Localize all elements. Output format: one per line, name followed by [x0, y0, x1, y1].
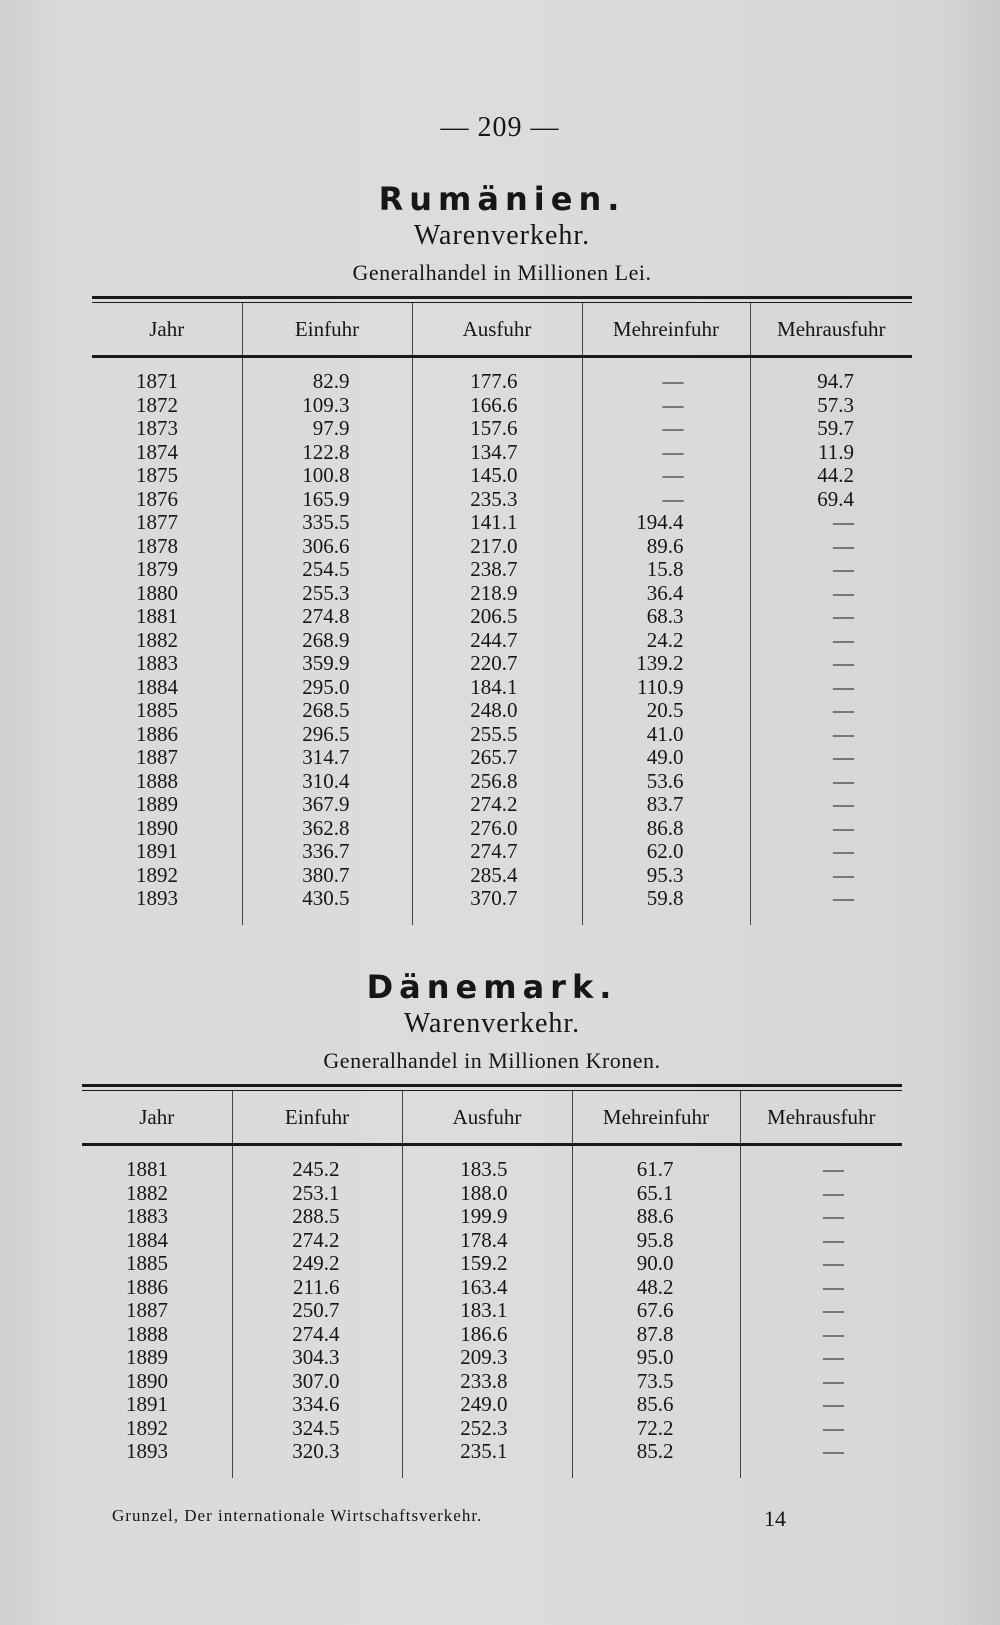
cell-mehreinfuhr: —: [582, 417, 750, 441]
cell-ausfuhr: 206.5: [412, 605, 582, 629]
cell-mehreinfuhr: 41.0: [582, 723, 750, 747]
cell-einfuhr: 367.9: [242, 793, 412, 817]
cell-year: 1886: [126, 1274, 168, 1299]
cell-year: 1887: [136, 745, 178, 769]
table-header-row: [82, 1091, 902, 1145]
cell-einfuhr: 274.2: [232, 1229, 402, 1253]
cell-mehreinfuhr: 90.0: [572, 1252, 740, 1276]
cell-ausfuhr: 276.0: [412, 817, 582, 841]
cell-mehrausfuhr: 59.7: [750, 417, 912, 441]
cell-ausfuhr: 178.4: [402, 1229, 572, 1253]
cell-mehrausfuhr: —: [750, 605, 912, 629]
cell-ausfuhr: 244.7: [412, 629, 582, 653]
cell-mehreinfuhr: 68.3: [582, 605, 750, 629]
cell-year: 1884: [136, 674, 178, 699]
cell-ausfuhr: 209.3: [402, 1346, 572, 1370]
section-daenemark: [82, 968, 902, 1478]
cell-mehreinfuhr: 61.7: [572, 1145, 740, 1182]
cell-mehrausfuhr: —: [750, 699, 912, 723]
cell-year: 1875: [136, 463, 178, 487]
cell-mehreinfuhr: 65.1: [572, 1182, 740, 1206]
cell-ausfuhr: 134.7: [412, 441, 582, 465]
table-row: [82, 1370, 902, 1394]
cell-mehrausfuhr: —: [750, 887, 912, 925]
cell-mehrausfuhr: —: [740, 1299, 902, 1323]
cell-mehrausfuhr: —: [750, 652, 912, 676]
cell-ausfuhr: 255.5: [412, 723, 582, 747]
cell-year: 1876: [136, 486, 178, 511]
cell-year: 1891: [126, 1392, 168, 1416]
cell-mehreinfuhr: 53.6: [582, 770, 750, 794]
table-row: [92, 605, 912, 629]
cell-mehreinfuhr: 83.7: [582, 793, 750, 817]
cell-einfuhr: 274.8: [242, 605, 412, 629]
table-row: [82, 1393, 902, 1417]
table-row: [92, 887, 912, 925]
cell-einfuhr: 362.8: [242, 817, 412, 841]
section-rumaenien: [92, 180, 912, 925]
table-row: [82, 1205, 902, 1229]
cell-year: 1886: [136, 721, 178, 746]
cell-mehrausfuhr: —: [750, 840, 912, 864]
cell-mehrausfuhr: 94.7: [750, 357, 912, 394]
cell-year: 1892: [136, 862, 178, 887]
cell-ausfuhr: 235.3: [412, 488, 582, 512]
cell-year: 1888: [136, 768, 178, 793]
table-row: [92, 417, 912, 441]
cell-mehrausfuhr: —: [750, 582, 912, 606]
table-row: [82, 1346, 902, 1370]
cell-mehreinfuhr: 73.5: [572, 1370, 740, 1394]
cell-mehrausfuhr: 44.2: [750, 464, 912, 488]
section-subtitle: Warenverkehr.: [413, 220, 591, 251]
cell-year: 1891: [136, 839, 178, 863]
cell-mehrausfuhr: 69.4: [750, 488, 912, 512]
section-caption: Generalhandel in Millionen Kronen.: [323, 1048, 661, 1073]
cell-ausfuhr: 166.6: [412, 394, 582, 418]
cell-einfuhr: 82.9: [242, 357, 412, 394]
section-caption: Generalhandel in Millionen Lei.: [352, 260, 652, 285]
table-row: [82, 1440, 902, 1478]
cell-year: 1872: [136, 392, 178, 417]
table-row: [82, 1252, 902, 1276]
cell-einfuhr: 295.0: [242, 676, 412, 700]
cell-mehreinfuhr: 48.2: [572, 1276, 740, 1300]
cell-mehrausfuhr: —: [750, 746, 912, 770]
cell-ausfuhr: 235.1: [402, 1440, 572, 1478]
table-row: [82, 1323, 902, 1347]
cell-ausfuhr: 370.7: [412, 887, 582, 925]
cell-year: 1873: [136, 416, 178, 440]
cell-ausfuhr: 274.2: [412, 793, 582, 817]
cell-mehrausfuhr: —: [750, 793, 912, 817]
table-row: [92, 723, 912, 747]
cell-ausfuhr: 188.0: [402, 1182, 572, 1206]
header-jahr: Jahr: [92, 303, 242, 357]
cell-einfuhr: 314.7: [242, 746, 412, 770]
cell-mehrausfuhr: —: [750, 558, 912, 582]
table-row: [92, 535, 912, 559]
footer-source: Grunzel, Der internationale Wirtschaftsverkehr.: [112, 1506, 483, 1525]
cell-mehrausfuhr: —: [740, 1182, 902, 1206]
cell-mehrausfuhr: —: [740, 1323, 902, 1347]
cell-mehreinfuhr: 72.2: [572, 1417, 740, 1441]
cell-einfuhr: 250.7: [232, 1299, 402, 1323]
cell-einfuhr: 109.3: [242, 394, 412, 418]
table-row: [92, 793, 912, 817]
table-row: [92, 394, 912, 418]
section-title: Rumänien.: [378, 180, 626, 218]
cell-einfuhr: 268.5: [242, 699, 412, 723]
cell-year: 1879: [136, 557, 178, 581]
cell-mehrausfuhr: 57.3: [750, 394, 912, 418]
table-row: [92, 441, 912, 465]
cell-mehrausfuhr: —: [750, 676, 912, 700]
cell-ausfuhr: 249.0: [402, 1393, 572, 1417]
table-row: [92, 582, 912, 606]
table-row: [82, 1417, 902, 1441]
cell-einfuhr: 430.5: [242, 887, 412, 925]
cell-einfuhr: 249.2: [232, 1252, 402, 1276]
table-row: [92, 746, 912, 770]
table-row: [82, 1229, 902, 1253]
cell-year: 1883: [136, 651, 178, 675]
cell-ausfuhr: 238.7: [412, 558, 582, 582]
cell-year: 1882: [136, 627, 178, 652]
table-row: [92, 464, 912, 488]
cell-mehrausfuhr: —: [740, 1393, 902, 1417]
cell-year: 1883: [126, 1204, 168, 1228]
cell-einfuhr: 336.7: [242, 840, 412, 864]
header-ausfuhr: Ausfuhr: [412, 303, 582, 357]
cell-ausfuhr: 265.7: [412, 746, 582, 770]
cell-mehrausfuhr: —: [750, 535, 912, 559]
cell-year: 1893: [126, 1439, 168, 1463]
cell-mehreinfuhr: 36.4: [582, 582, 750, 606]
cell-year: 1881: [136, 604, 178, 628]
cell-einfuhr: 335.5: [242, 511, 412, 535]
cell-mehrausfuhr: —: [740, 1252, 902, 1276]
cell-mehrausfuhr: —: [740, 1229, 902, 1253]
cell-mehreinfuhr: 20.5: [582, 699, 750, 723]
table-body: [92, 357, 912, 925]
cell-year: 1893: [136, 886, 178, 910]
cell-year: 1877: [136, 510, 178, 534]
cell-mehreinfuhr: 24.2: [582, 629, 750, 653]
header-mehreinfuhr: Mehreinfuhr: [572, 1091, 740, 1145]
cell-einfuhr: 288.5: [232, 1205, 402, 1229]
section-title: Dänemark.: [366, 968, 618, 1006]
table-row: [92, 652, 912, 676]
table-body: [82, 1145, 902, 1478]
cell-mehreinfuhr: 59.8: [582, 887, 750, 925]
cell-mehreinfuhr: —: [582, 464, 750, 488]
cell-mehrausfuhr: —: [750, 511, 912, 535]
table-row: [92, 558, 912, 582]
header-mehrausfuhr: Mehrausfuhr: [740, 1091, 902, 1145]
cell-einfuhr: 245.2: [232, 1145, 402, 1182]
table-row: [82, 1145, 902, 1182]
cell-mehrausfuhr: —: [740, 1417, 902, 1441]
cell-year: 1874: [136, 439, 178, 464]
cell-mehrausfuhr: —: [740, 1370, 902, 1394]
cell-ausfuhr: 183.1: [402, 1299, 572, 1323]
trade-table: [92, 303, 912, 925]
cell-ausfuhr: 252.3: [402, 1417, 572, 1441]
header-mehreinfuhr: Mehreinfuhr: [582, 303, 750, 357]
cell-mehreinfuhr: 110.9: [582, 676, 750, 700]
cell-mehrausfuhr: —: [750, 723, 912, 747]
cell-ausfuhr: 141.1: [412, 511, 582, 535]
table-row: [92, 770, 912, 794]
table-row: [92, 511, 912, 535]
cell-year: 1884: [126, 1227, 168, 1252]
cell-einfuhr: 255.3: [242, 582, 412, 606]
cell-year: 1889: [136, 792, 178, 816]
cell-mehrausfuhr: —: [740, 1346, 902, 1370]
cell-ausfuhr: 159.2: [402, 1252, 572, 1276]
table-row: [92, 699, 912, 723]
cell-mehrausfuhr: —: [740, 1276, 902, 1300]
page-number: — 209 —: [440, 112, 560, 143]
cell-ausfuhr: 220.7: [412, 652, 582, 676]
cell-einfuhr: 380.7: [242, 864, 412, 888]
cell-mehrausfuhr: —: [740, 1205, 902, 1229]
cell-year: 1890: [136, 815, 178, 840]
cell-einfuhr: 359.9: [242, 652, 412, 676]
header-ausfuhr: Ausfuhr: [402, 1091, 572, 1145]
cell-mehreinfuhr: —: [582, 441, 750, 465]
double-rule: [92, 296, 912, 303]
cell-mehrausfuhr: —: [740, 1145, 902, 1182]
table-row: [82, 1299, 902, 1323]
cell-year: 1881: [126, 1157, 168, 1181]
cell-einfuhr: 304.3: [232, 1346, 402, 1370]
cell-einfuhr: 268.9: [242, 629, 412, 653]
table-row: [92, 676, 912, 700]
cell-mehreinfuhr: 95.0: [572, 1346, 740, 1370]
cell-mehreinfuhr: 67.6: [572, 1299, 740, 1323]
cell-year: 1892: [126, 1415, 168, 1440]
cell-mehreinfuhr: 85.6: [572, 1393, 740, 1417]
cell-mehreinfuhr: —: [582, 394, 750, 418]
cell-year: 1888: [126, 1321, 168, 1346]
cell-einfuhr: 306.6: [242, 535, 412, 559]
cell-einfuhr: 97.9: [242, 417, 412, 441]
cell-einfuhr: 320.3: [232, 1440, 402, 1478]
cell-einfuhr: 122.8: [242, 441, 412, 465]
cell-year: 1882: [126, 1180, 168, 1205]
cell-year: 1885: [136, 698, 178, 722]
cell-ausfuhr: 274.7: [412, 840, 582, 864]
cell-einfuhr: 296.5: [242, 723, 412, 747]
cell-einfuhr: 307.0: [232, 1370, 402, 1394]
cell-year: 1871: [136, 369, 178, 393]
table-row: [82, 1276, 902, 1300]
cell-ausfuhr: 256.8: [412, 770, 582, 794]
cell-mehreinfuhr: 15.8: [582, 558, 750, 582]
table-row: [92, 864, 912, 888]
table-row: [92, 817, 912, 841]
cell-einfuhr: 253.1: [232, 1182, 402, 1206]
cell-ausfuhr: 157.6: [412, 417, 582, 441]
cell-year: 1887: [126, 1298, 168, 1322]
cell-mehrausfuhr: 11.9: [750, 441, 912, 465]
cell-ausfuhr: 218.9: [412, 582, 582, 606]
cell-einfuhr: 274.4: [232, 1323, 402, 1347]
cell-mehreinfuhr: 89.6: [582, 535, 750, 559]
table-row: [92, 629, 912, 653]
header-einfuhr: Einfuhr: [232, 1091, 402, 1145]
cell-ausfuhr: 163.4: [402, 1276, 572, 1300]
cell-mehrausfuhr: —: [750, 864, 912, 888]
cell-einfuhr: 254.5: [242, 558, 412, 582]
cell-year: 1889: [126, 1345, 168, 1369]
cell-ausfuhr: 145.0: [412, 464, 582, 488]
header-mehrausfuhr: Mehrausfuhr: [750, 303, 912, 357]
cell-mehreinfuhr: —: [582, 357, 750, 394]
table-row: [92, 840, 912, 864]
cell-mehrausfuhr: —: [750, 770, 912, 794]
cell-mehrausfuhr: —: [750, 817, 912, 841]
cell-ausfuhr: 217.0: [412, 535, 582, 559]
cell-mehreinfuhr: 87.8: [572, 1323, 740, 1347]
cell-einfuhr: 100.8: [242, 464, 412, 488]
cell-year: 1878: [136, 533, 178, 558]
cell-mehreinfuhr: 62.0: [582, 840, 750, 864]
table-row: [92, 488, 912, 512]
cell-mehreinfuhr: 194.4: [582, 511, 750, 535]
cell-ausfuhr: 285.4: [412, 864, 582, 888]
cell-einfuhr: 310.4: [242, 770, 412, 794]
cell-ausfuhr: 183.5: [402, 1145, 572, 1182]
cell-year: 1880: [136, 580, 178, 605]
cell-mehrausfuhr: —: [740, 1440, 902, 1478]
cell-mehreinfuhr: 95.3: [582, 864, 750, 888]
cell-mehreinfuhr: 86.8: [582, 817, 750, 841]
cell-year: 1890: [126, 1368, 168, 1393]
header-einfuhr: Einfuhr: [242, 303, 412, 357]
double-rule: [82, 1084, 902, 1091]
cell-ausfuhr: 233.8: [402, 1370, 572, 1394]
cell-ausfuhr: 177.6: [412, 357, 582, 394]
cell-einfuhr: 334.6: [232, 1393, 402, 1417]
cell-mehreinfuhr: 95.8: [572, 1229, 740, 1253]
cell-einfuhr: 211.6: [232, 1276, 402, 1300]
cell-mehreinfuhr: 85.2: [572, 1440, 740, 1478]
cell-mehreinfuhr: —: [582, 488, 750, 512]
header-jahr: Jahr: [82, 1091, 232, 1145]
cell-ausfuhr: 184.1: [412, 676, 582, 700]
cell-year: 1885: [126, 1251, 168, 1275]
table-row: [82, 1182, 902, 1206]
cell-mehrausfuhr: —: [750, 629, 912, 653]
cell-mehreinfuhr: 49.0: [582, 746, 750, 770]
table-header-row: [92, 303, 912, 357]
section-subtitle: Warenverkehr.: [403, 1008, 581, 1039]
cell-ausfuhr: 199.9: [402, 1205, 572, 1229]
table-row: [92, 357, 912, 394]
cell-einfuhr: 324.5: [232, 1417, 402, 1441]
cell-mehreinfuhr: 139.2: [582, 652, 750, 676]
cell-ausfuhr: 186.6: [402, 1323, 572, 1347]
cell-mehreinfuhr: 88.6: [572, 1205, 740, 1229]
cell-einfuhr: 165.9: [242, 488, 412, 512]
trade-table: [82, 1091, 902, 1478]
footer-signature: 14: [764, 1506, 786, 1531]
cell-ausfuhr: 248.0: [412, 699, 582, 723]
